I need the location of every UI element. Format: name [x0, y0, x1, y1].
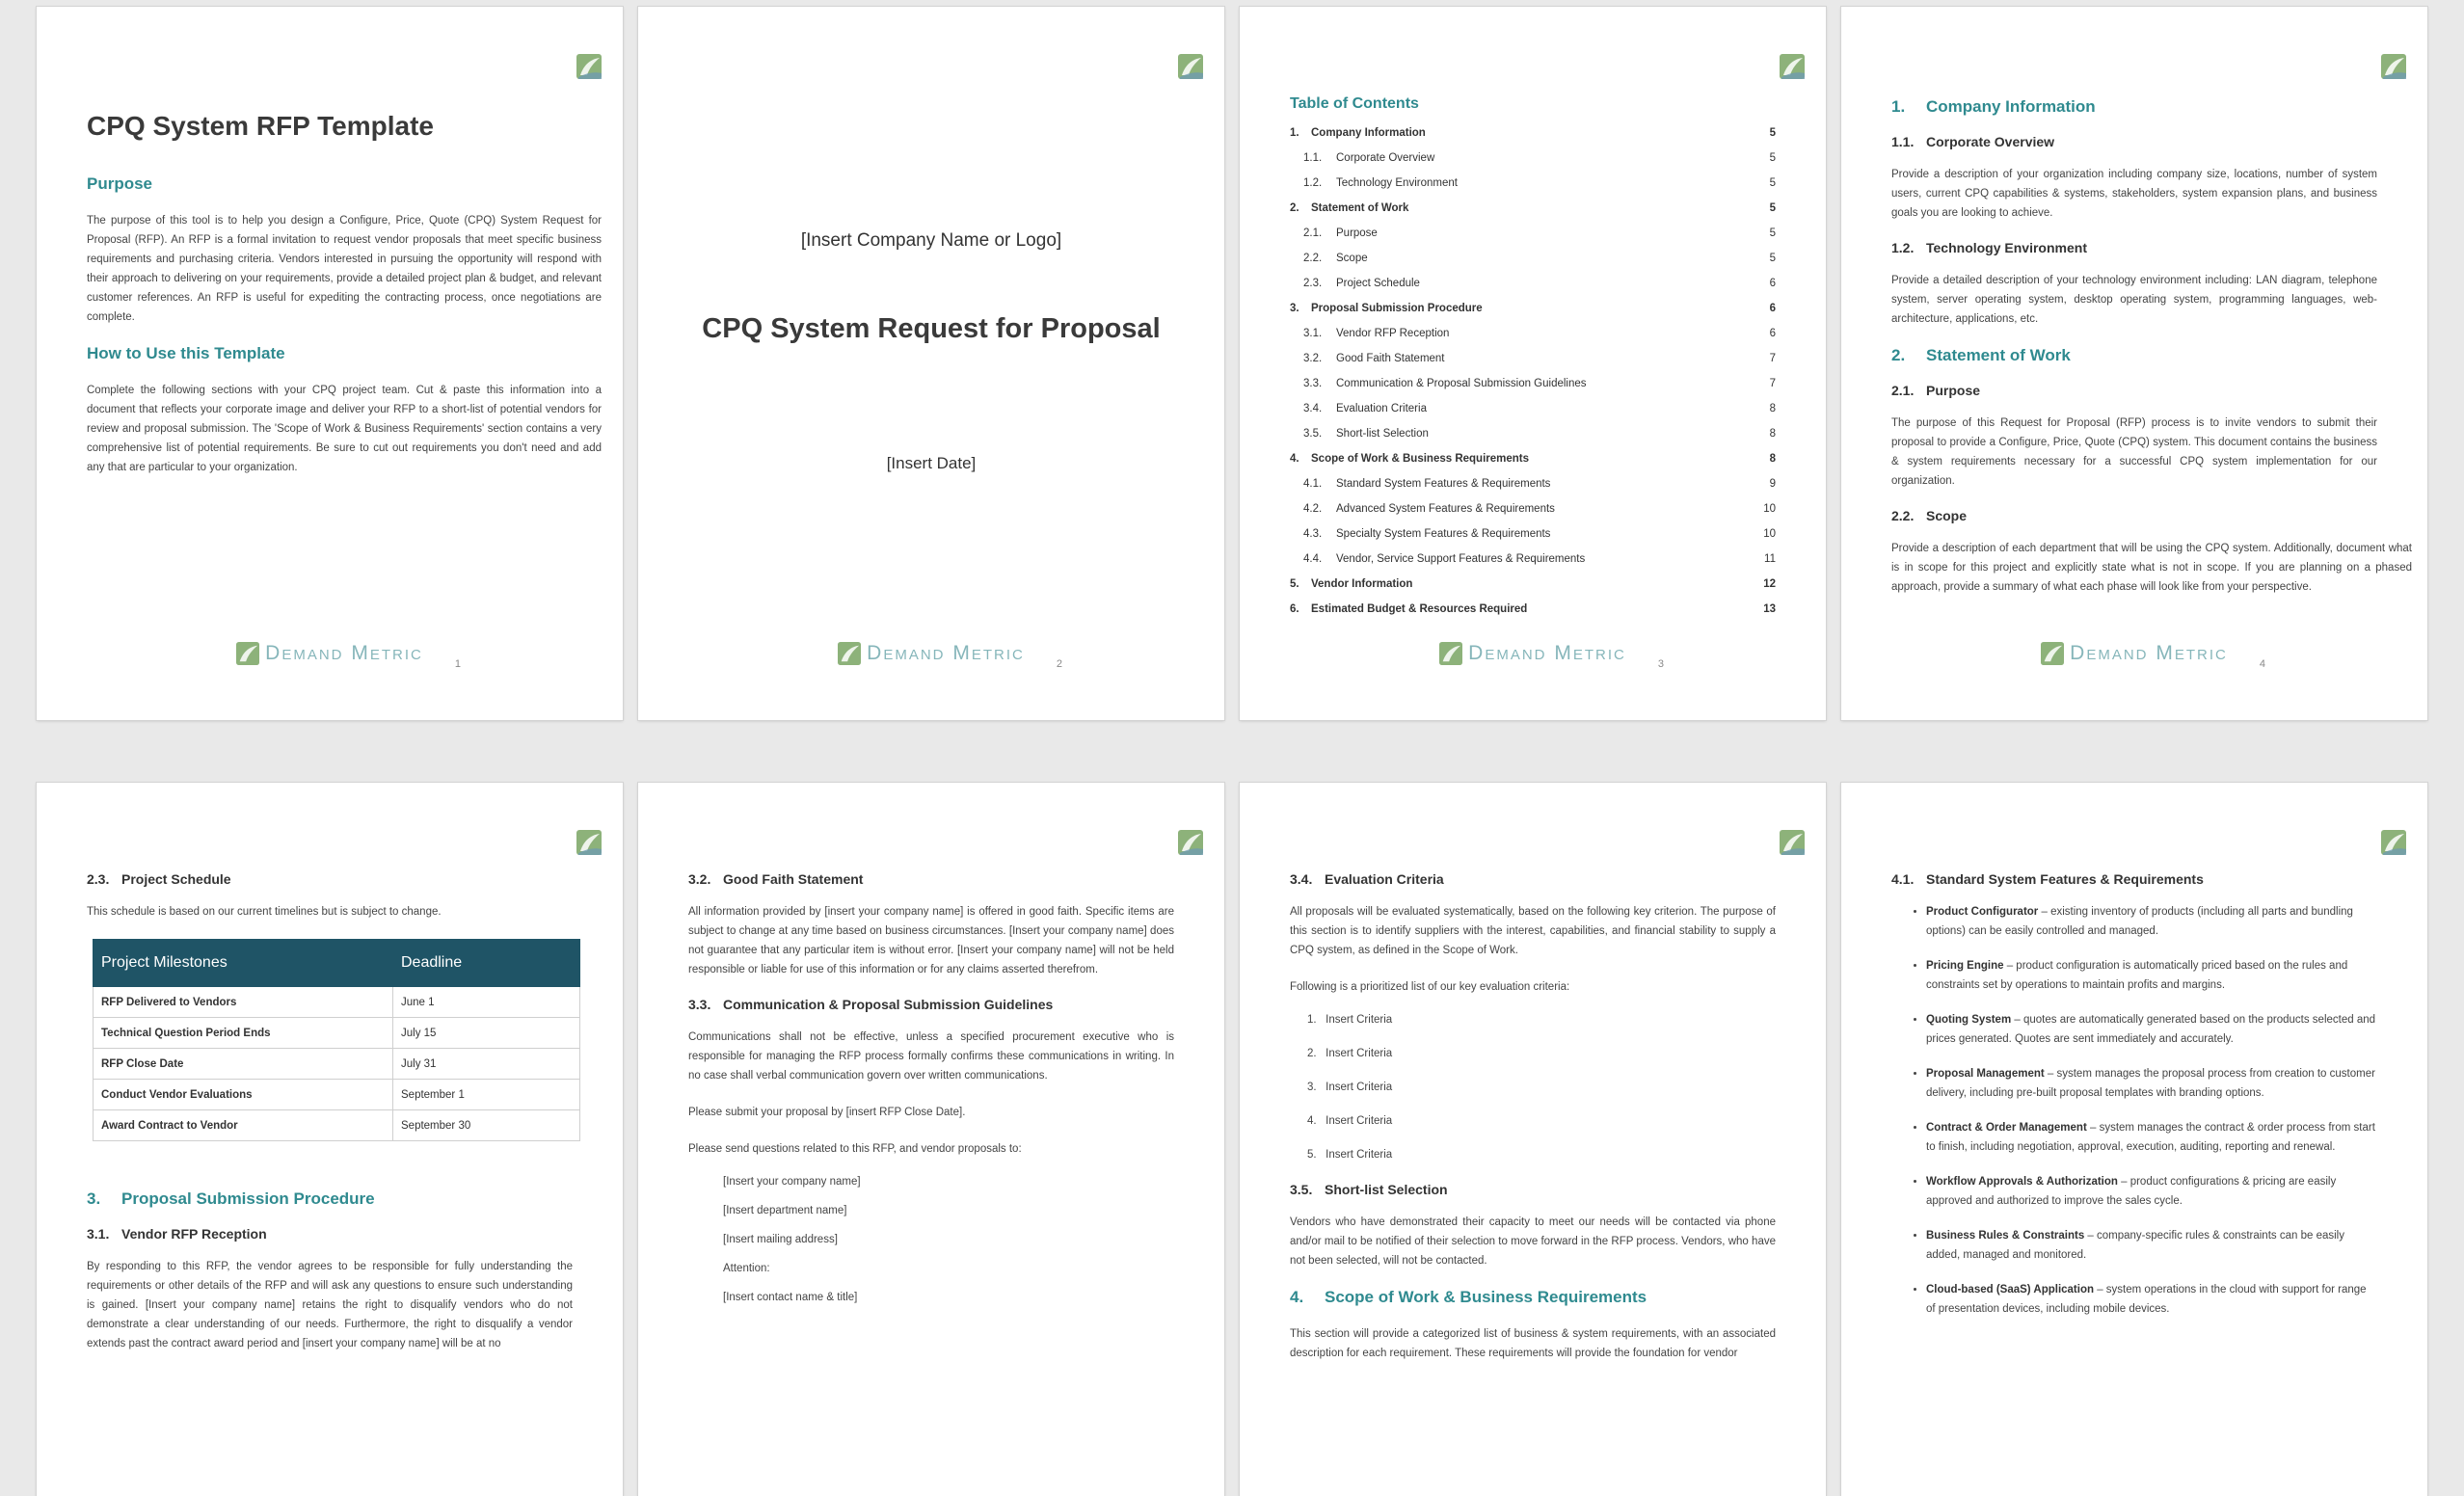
demand-metric-logo-icon	[1439, 642, 1462, 665]
subsection-heading: 2.1. Purpose	[1891, 383, 1981, 398]
toc-row[interactable]: 6. Estimated Budget & Resources Required 13	[1290, 603, 1776, 615]
document-page-1	[37, 7, 623, 720]
cover-company-placeholder: [Insert Company Name or Logo]	[800, 230, 1062, 251]
document-page-6	[638, 783, 1224, 1496]
page-number: 4	[2259, 658, 2265, 670]
how-to-use-heading: How to Use this Template	[87, 344, 285, 362]
contact-line: Attention:	[723, 1263, 770, 1274]
contact-line: [Insert department name]	[723, 1205, 847, 1216]
table-row: RFP Delivered to Vendors June 1	[94, 987, 580, 1018]
body-paragraph: The purpose of this Request for Proposal (RFP) process is to invite vendors to submit their proposal to provide a Configure, Price, Quote (CPQ) system. This document contains the business & system requirements necessary for a successful CPQ system implementation for our organization.	[1891, 417, 2377, 487]
list-item: 4. Insert Criteria	[1307, 1115, 1393, 1127]
page-number: 2	[1056, 658, 1062, 670]
table-row: Conduct Vendor Evaluations September 1	[94, 1080, 580, 1110]
body-paragraph: This section will provide a categorized list of business & system requirements, with an associated description for each requirement. These requirements will provide the foundation for vendor	[1290, 1328, 1776, 1359]
toc-row[interactable]: 2.2. Scope 5	[1303, 253, 1776, 264]
document-page-3	[1240, 7, 1826, 720]
cover-date-placeholder: [Insert Date]	[886, 454, 977, 472]
list-item: • Quoting System – quotes are automatically generated based on the products selected and prices generated. Quotes are sent immediately and accurately.	[1926, 1010, 2377, 1049]
cover-title: CPQ System Request for Proposal	[702, 313, 1161, 344]
toc-row[interactable]: 3.2. Good Faith Statement 7	[1303, 353, 1776, 364]
toc-row[interactable]: 2. Statement of Work 5	[1290, 202, 1776, 214]
brand-name: Demand Metric	[867, 642, 1025, 664]
list-item: • Cloud-based (SaaS) Application – system operations in the cloud with support for range of presentation devices, including mobile devices.	[1926, 1280, 2377, 1319]
toc-list	[1290, 120, 1776, 622]
demand-metric-logo-icon	[2041, 642, 2064, 665]
list-item: • Pricing Engine – product configuration is automatically priced based on the rules and constraints set by operations to maintain profits and margins.	[1926, 956, 2377, 995]
toc-row[interactable]: 1.1. Corporate Overview 5	[1303, 152, 1776, 164]
footer-brand	[37, 642, 623, 670]
list-item: • Product Configurator – existing inventory of products (including all parts and bundling options) can be easily controlled and managed.	[1926, 902, 2377, 941]
demand-metric-logo-icon	[2381, 54, 2406, 79]
body-paragraph: Provide a detailed description of your technology environment including: LAN diagram, telephone system, server operating system, desktop operating system, programming languages, web-architecture, applications, etc.	[1891, 275, 2377, 325]
body-paragraph: Following is a prioritized list of our key evaluation criteria:	[1290, 981, 1570, 993]
subsection-heading: 2.3. Project Schedule	[87, 871, 231, 887]
toc-row[interactable]: 1. Company Information 5	[1290, 127, 1776, 139]
subsection-heading: 3.5. Short-list Selection	[1290, 1182, 1448, 1197]
toc-row[interactable]: 2.3. Project Schedule 6	[1303, 278, 1776, 289]
toc-row[interactable]: 4.1. Standard System Features & Requirements 9	[1303, 478, 1776, 490]
body-paragraph: Please send questions related to this RFP, and vendor proposals to:	[688, 1143, 1022, 1155]
demand-metric-logo-icon	[1178, 54, 1203, 79]
toc-row[interactable]: 4.3. Specialty System Features & Requirements 10	[1303, 528, 1776, 540]
brand-name: Demand Metric	[1468, 642, 1626, 664]
brand-name: Demand Metric	[2070, 642, 2228, 664]
document-page-8	[1841, 783, 2427, 1496]
document-page-7	[1240, 783, 1826, 1496]
body-paragraph: Vendors who have demonstrated their capacity to meet our needs will be contacted via phone and/or mail to be notified of their selection to move forward in the RFP process. Vendors, who have not been selected, will not be contacted.	[1290, 1216, 1776, 1267]
document-page-4	[1841, 7, 2427, 720]
toc-row[interactable]: 2.1. Purpose 5	[1303, 227, 1776, 239]
section-heading: 4. Scope of Work & Business Requirements	[1290, 1288, 1647, 1306]
purpose-heading: Purpose	[87, 174, 153, 193]
toc-row[interactable]: 3.5. Short-list Selection 8	[1303, 428, 1776, 440]
body-paragraph: Please submit your proposal by [insert RFP Close Date].	[688, 1107, 966, 1118]
body-paragraph: Provide a description of each department that will be using the CPQ system. Additionally, document what is in scope for this project and explicitly state what is not in scope. If you are planning on a phased approach, provide a summary of what each phase will look like from your perspective.	[1891, 543, 2412, 593]
section-heading: 2. Statement of Work	[1891, 346, 2071, 364]
list-item: • Workflow Approvals & Authorization – product configurations & pricing are easily approved and authorized to improve the sales cycle.	[1926, 1172, 2377, 1211]
demand-metric-logo-icon	[1780, 54, 1805, 79]
toc-row[interactable]: 3.4. Evaluation Criteria 8	[1303, 403, 1776, 414]
subsection-heading: 4.1. Standard System Features & Requirements	[1891, 871, 2204, 887]
table-row: Technical Question Period Ends July 15	[94, 1018, 580, 1049]
toc-row[interactable]: 3. Proposal Submission Procedure 6	[1290, 303, 1776, 314]
requirements-list	[1891, 902, 2377, 1319]
body-paragraph: By responding to this RFP, the vendor agrees to be responsible for fully understanding the requirements or other details of the RFP and will ask any questions to ensure such understanding is gained. [Insert your company name] retains the right to disqualify vendors who do not demonstrate a clear understanding of our needs. Furthermore, the right to disqualify a vendor extends past the contract award period and [insert your company name] will be at no	[87, 1261, 573, 1349]
page-number: 1	[454, 658, 461, 670]
demand-metric-logo-icon	[236, 642, 259, 665]
toc-row[interactable]: 3.1. Vendor RFP Reception 6	[1303, 328, 1776, 339]
purpose-paragraph: The purpose of this tool is to help you design a Configure, Price, Quote (CPQ) System Request for Proposal (RFP). An RFP is a formal invitation to request vendor proposals that meet specific business requirements and purchasing criteria. Vendors interested in pursuing the opportunity will respond with their approach to delivering on your requirements, provide a detailed project plan & budget, and relevant customer references. An RFP is useful for expediting the contracting process, once negotiations are complete.	[87, 215, 602, 323]
toc-row[interactable]: 3.3. Communication & Proposal Submission Guidelines 7	[1303, 378, 1776, 389]
list-item: • Proposal Management – system manages the proposal process from creation to customer delivery, including pre-built proposal templates with branding options.	[1926, 1064, 2377, 1103]
document-title: CPQ System RFP Template	[87, 111, 434, 141]
list-item: 3. Insert Criteria	[1307, 1082, 1393, 1093]
table-header: Deadline	[393, 940, 580, 987]
body-paragraph: All proposals will be evaluated systematically, based on the following key criterion. The purpose of this section is to identify suppliers with the interest, capabilities, and financial stability to supply a CPQ system, as defined in the Scope of Work.	[1290, 906, 1776, 956]
footer-brand	[1841, 642, 2427, 670]
subsection-heading: 1.1. Corporate Overview	[1891, 134, 2055, 149]
demand-metric-logo-icon	[576, 830, 602, 855]
document-page-5	[37, 783, 623, 1496]
body-paragraph: This schedule is based on our current timelines but is subject to change.	[87, 906, 442, 918]
how-to-use-paragraph: Complete the following sections with your CPQ project team. Cut & paste this information into a document that reflects your corporate image and deliver your RFP to a short-list of potential vendors for review and proposal submission. The 'Scope of Work & Business Requirements' section contains a very comprehensive list of potential requirements. Be sure to cut out requirements you don't need and add any that are particular to your organization.	[87, 385, 602, 473]
toc-row[interactable]: 4. Scope of Work & Business Requirements 8	[1290, 453, 1776, 465]
demand-metric-logo-icon	[576, 54, 602, 79]
subsection-heading: 3.3. Communication & Proposal Submission Guidelines	[688, 997, 1054, 1012]
footer-brand	[638, 642, 1224, 670]
contact-line: [Insert contact name & title]	[723, 1292, 858, 1303]
page-number: 3	[1657, 658, 1664, 670]
toc-row[interactable]: 4.2. Advanced System Features & Requirements 10	[1303, 503, 1776, 515]
brand-name: Demand Metric	[265, 642, 423, 664]
demand-metric-logo-icon	[2381, 830, 2406, 855]
criteria-list	[1290, 1014, 1776, 1172]
footer-brand	[1240, 642, 1826, 670]
toc-row[interactable]: 4.4. Vendor, Service Support Features & Requirements 11	[1303, 553, 1776, 565]
body-paragraph: Provide a description of your organization including company size, locations, number of system users, current CPQ capabilities & systems, stakeholders, system expansion plans, and business goals you are looking to achieve.	[1891, 169, 2377, 219]
demand-metric-logo-icon	[838, 642, 861, 665]
body-paragraph: Communications shall not be effective, unless a specified procurement executive who is responsible for managing the RFP process formally confirms these communications in writing. In no case shall verbal communication govern over written communications.	[688, 1031, 1174, 1082]
contact-line: [Insert mailing address]	[723, 1234, 838, 1245]
project-milestones-table	[93, 939, 580, 1141]
toc-row[interactable]: 1.2. Technology Environment 5	[1303, 177, 1776, 189]
subsection-heading: 1.2. Technology Environment	[1891, 240, 2087, 255]
subsection-heading: 2.2. Scope	[1891, 508, 1968, 523]
section-heading: 1. Company Information	[1891, 97, 2096, 116]
demand-metric-logo-icon	[1780, 830, 1805, 855]
table-row: Award Contract to Vendor September 30	[94, 1110, 580, 1141]
subsection-heading: 3.2. Good Faith Statement	[688, 871, 864, 887]
body-paragraph: All information provided by [insert your company name] is offered in good faith. Specific items are subject to change at any time based on business circumstances. [Insert your company name] does not guarantee that any particular item is without error. [Insert your company name] will not be held responsible or liable for use of this information or for any claims asserted therefrom.	[688, 906, 1174, 975]
list-item: 2. Insert Criteria	[1307, 1048, 1393, 1059]
list-item: 1. Insert Criteria	[1307, 1014, 1393, 1026]
section-heading: 3. Proposal Submission Procedure	[87, 1189, 375, 1208]
list-item: • Contract & Order Management – system manages the contract & order process from start to finish, including negotiation, approval, execution, auditing, reporting and renewal.	[1926, 1118, 2377, 1157]
list-item: • Business Rules & Constraints – company-specific rules & constraints can be easily added, managed and monitored.	[1926, 1226, 2377, 1265]
list-item: 5. Insert Criteria	[1307, 1149, 1393, 1161]
toc-title: Table of Contents	[1290, 95, 1419, 112]
document-page-2	[638, 7, 1224, 720]
contact-line: [Insert your company name]	[723, 1176, 861, 1188]
toc-row[interactable]: 5. Vendor Information 12	[1290, 578, 1776, 590]
table-header: Project Milestones	[94, 940, 393, 987]
demand-metric-logo-icon	[1178, 830, 1203, 855]
table-row: RFP Close Date July 31	[94, 1049, 580, 1080]
subsection-heading: 3.1. Vendor RFP Reception	[87, 1226, 267, 1242]
subsection-heading: 3.4. Evaluation Criteria	[1290, 871, 1444, 887]
